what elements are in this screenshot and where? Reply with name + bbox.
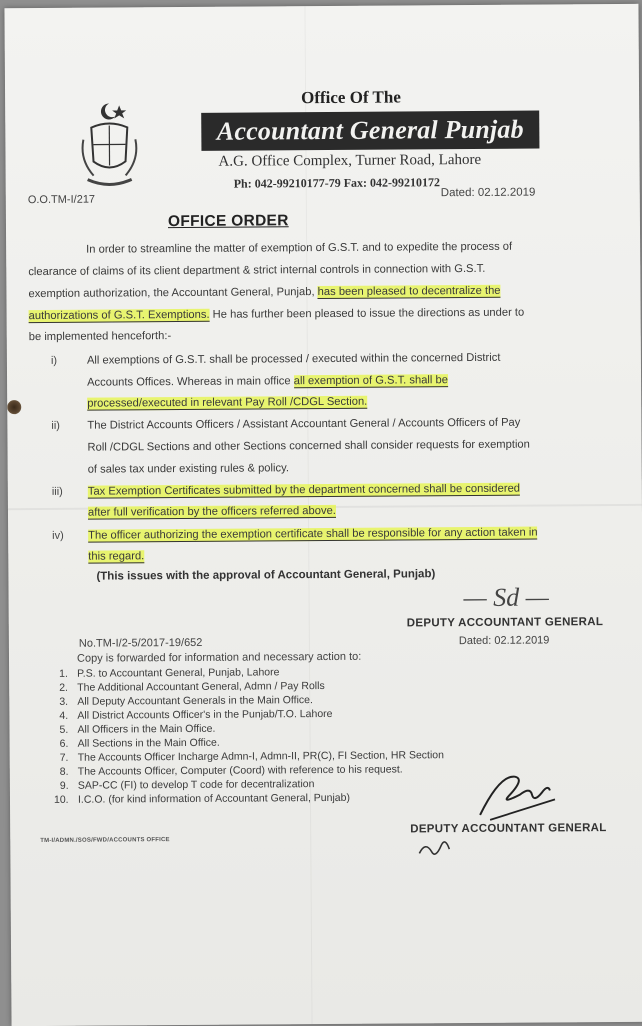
- order-date: Dated: 02.12.2019: [441, 187, 536, 200]
- copy-list-item: 9. SAP-CC (FI) to develop T code for decentralization: [60, 778, 315, 792]
- copy-list-item: 10. I.C.O. (for kind information of Accountant General, Punjab): [54, 792, 350, 806]
- copy-list-item: 1. P.S. to Accountant General, Punjab, Lahore: [59, 666, 279, 680]
- direction-line: of sales tax under existing rules & policy.: [88, 462, 289, 475]
- office-stamp: TM-I/ADMN./SOS/FWD/ACCOUNTS OFFICE: [40, 837, 170, 844]
- copy-list-item: 2. The Additional Accountant General, Admn / Pay Rolls: [59, 680, 325, 694]
- copy-list-item: 5. All Officers in the Main Office.: [59, 723, 215, 736]
- signatory-title: DEPUTY ACCOUNTANT GENERAL: [407, 616, 603, 629]
- copy-list-item: 3. All Deputy Accountant Generals in the Main Office.: [59, 694, 313, 708]
- direction-number: iv): [52, 530, 64, 542]
- approval-note: (This issues with the approval of Accountant General, Punjab): [96, 568, 435, 582]
- government-emblem-icon: [79, 99, 140, 193]
- copy-date: Dated: 02.12.2019: [459, 634, 550, 647]
- highlighted-text: Tax Exemption Certificates submitted by the department concerned shall be considered: [88, 483, 520, 499]
- direction-line: All exemptions of G.S.T. shall be processed / executed within the concerned District: [87, 352, 501, 367]
- direction-line: [87, 374, 448, 389]
- header-office-of: Office Of The: [301, 87, 401, 108]
- initial-mark-icon: [415, 833, 455, 861]
- direction-number: ii): [51, 420, 60, 432]
- copy-reference: No.TM-I/2-5/2017-19/652: [79, 637, 203, 650]
- highlighted-text: after full verification by the officers referred above.: [88, 505, 336, 520]
- intro-text: He has further been pleased to issue the directions as under to: [213, 307, 525, 321]
- intro-text: exemption authorization, the Accountant General, Punjab,: [28, 286, 314, 300]
- direction-number: i): [51, 355, 57, 367]
- direction-line: [88, 505, 336, 519]
- highlighted-text: authorizations of G.S.T. Exemptions.: [29, 309, 210, 323]
- punch-hole: [7, 400, 21, 414]
- direction-number: iii): [52, 486, 63, 498]
- copy-list-item: 6. All Sections in the Main Office.: [60, 737, 220, 750]
- direction-line: The District Accounts Officers / Assistant Accountant General / Accounts Officers of Pay: [87, 417, 520, 432]
- copy-list-item: 4. All District Accounts Officer's in the Punjab/T.O. Lahore: [59, 708, 332, 722]
- page-title: OFFICE ORDER: [168, 212, 289, 231]
- copy-list-item: 8. The Accounts Officer, Computer (Coord) with reference to his request.: [60, 763, 403, 777]
- intro-line: [28, 285, 500, 300]
- document-page: [4, 4, 642, 1026]
- direction-line: Roll /CDGL Sections and other Sections concerned shall consider requests for exemption: [87, 439, 529, 454]
- intro-line: clearance of claims of its client department & strict internal controls in connection with G.S.T.: [28, 263, 485, 278]
- copy-list-item: 7. The Accounts Officer Incharge Admn-I, Admn-II, PR(C), FI Section, HR Section: [60, 749, 444, 764]
- direction-line: [88, 550, 144, 562]
- direction-line: [88, 527, 537, 542]
- header-address: A.G. Office Complex, Turner Road, Lahore: [218, 152, 481, 171]
- highlighted-text: has been pleased to decentralize the: [318, 285, 501, 299]
- highlighted-text: The officer authorizing the exemption certificate shall be responsible for any action taken in: [88, 527, 538, 543]
- handwritten-signature-icon: [470, 764, 560, 825]
- highlighted-text: this regard.: [88, 550, 144, 563]
- direction-text: Accounts Offices. Whereas in main office: [87, 375, 291, 388]
- highlighted-text: processed/executed in relevant Pay Roll /CDGL Section.: [87, 396, 367, 411]
- intro-line: be implemented henceforth:-: [29, 330, 172, 343]
- header-phone-fax: Ph: 042-99210177-79 Fax: 042-99210172: [234, 175, 440, 191]
- highlighted-text: all exemption of G.S.T. shall be: [294, 374, 448, 388]
- signatory-title: DEPUTY ACCOUNTANT GENERAL: [410, 822, 606, 835]
- order-reference: O.O.TM-I/217: [28, 194, 95, 206]
- copy-intro: Copy is forwarded for information and necessary action to:: [77, 651, 361, 665]
- direction-line: [88, 483, 520, 498]
- header-org-name: Accountant General Punjab: [201, 110, 539, 150]
- intro-line: [29, 307, 525, 322]
- intro-line: In order to streamline the matter of exemption of G.S.T. and to expedite the process of: [86, 241, 512, 256]
- direction-line: [87, 396, 367, 410]
- signature-sd: — Sd —: [463, 582, 548, 613]
